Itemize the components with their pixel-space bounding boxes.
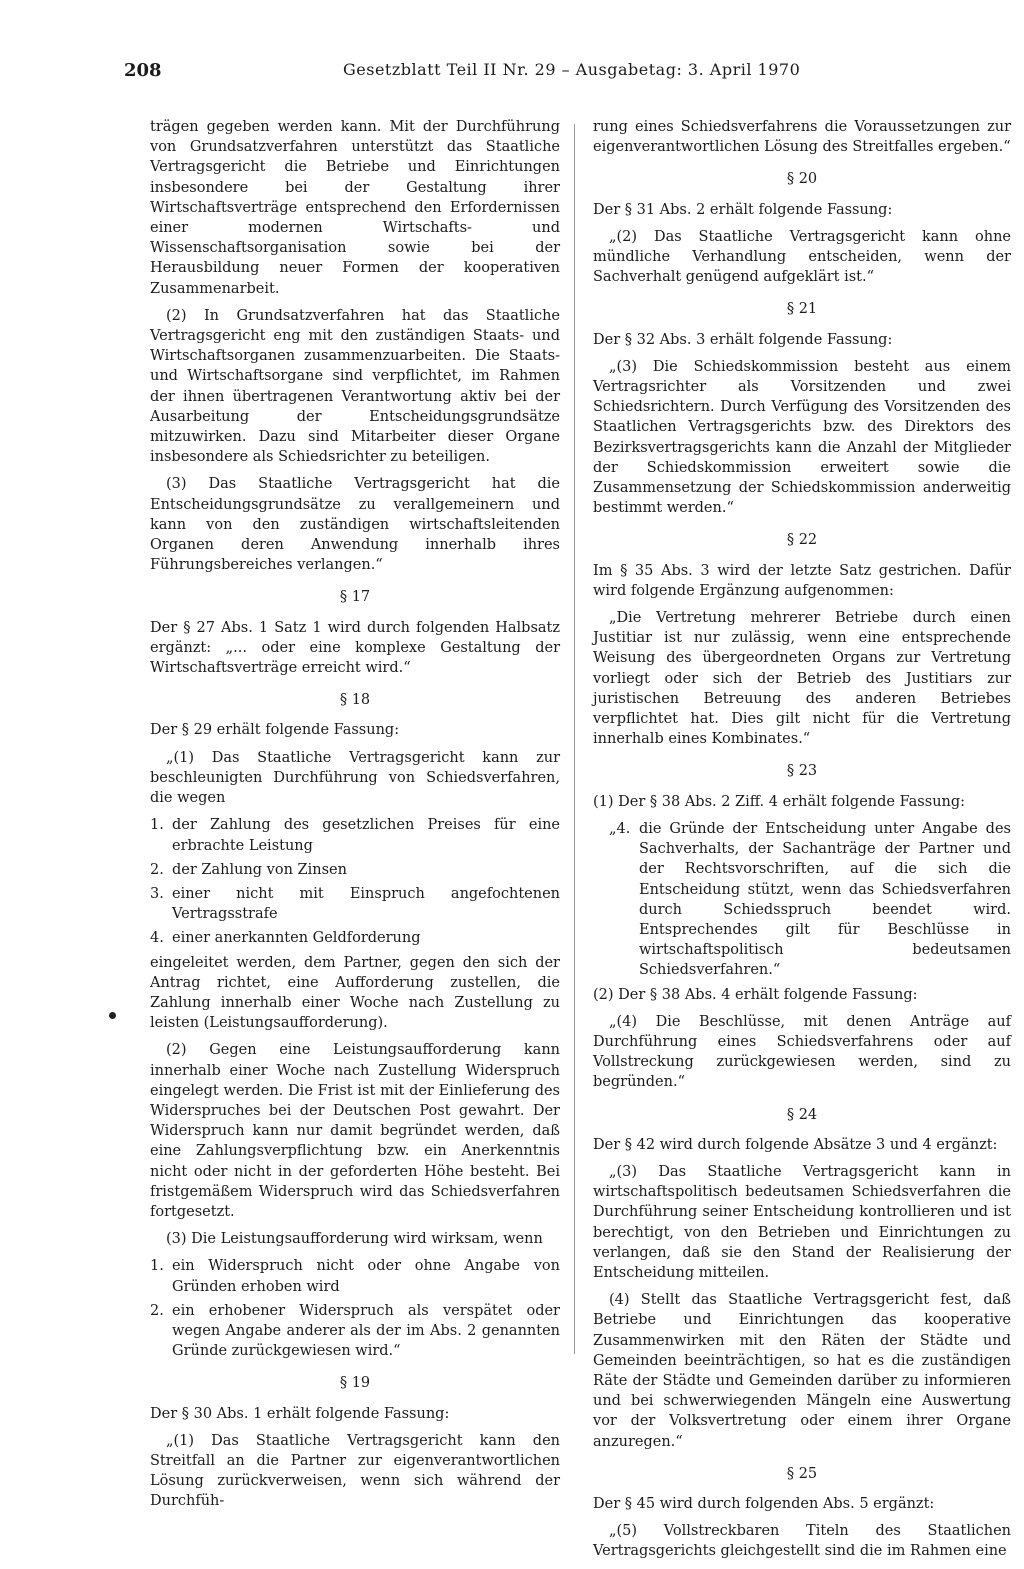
paragraph: Der § 27 Abs. 1 Satz 1 wird durch folgenden Halbsatz ergänzt: „... oder eine komplexe Gestaltung der Wirtschaftsverträge erreicht wird.“: [150, 619, 560, 677]
paragraph: (2) Der § 38 Abs. 4 erhält folgende Fassung:: [593, 986, 918, 1003]
item-text: ein Widerspruch nicht oder ohne Angabe von Gründen erhoben wird: [172, 1258, 560, 1295]
paragraph: Der § 31 Abs. 2 erhält folgende Fassung:: [593, 201, 893, 218]
quote-paragraph: „Die Vertretung mehrerer Betriebe durch einen Justitiar ist nur zulässig, wenn eine entsprechende Weisung des übergeordneten Organs zur Vertretung vorliegt oder sich der Betrieb des Justitiars zur juristischen Betreuung des anderen Betriebes verpflichtet hat. Dies gilt nicht für die Vertretung innerhalb eines Kombinates.“: [593, 610, 1011, 748]
paragraph: Der § 30 Abs. 1 erhält folgende Fassung:: [150, 1405, 450, 1422]
column-divider: [574, 124, 575, 1354]
page-header: [124, 60, 874, 88]
paragraph: Der § 29 erhält folgende Fassung:: [150, 722, 400, 739]
paragraph: Im § 35 Abs. 3 wird der letzte Satz gestrichen. Dafür wird folgende Ergänzung aufgenommen:: [593, 562, 1011, 599]
item-text: der Zahlung von Zinsen: [172, 861, 347, 878]
paragraph: rung eines Schiedsverfahrens die Voraussetzungen zur eigenverantwortlichen Lösung des Streitfalles ergeben.“: [593, 119, 1011, 156]
paragraph: (1) Der § 38 Abs. 2 Ziff. 4 erhält folgende Fassung:: [593, 793, 966, 810]
quote-paragraph: „(1) Das Staatliche Vertragsgericht kann zur beschleunigten Durchführung von Schiedsverfahren, die wegen: [150, 749, 560, 807]
left-column: [150, 117, 560, 1519]
page-number: 208: [124, 60, 162, 81]
section-heading-20: § 20: [786, 171, 818, 188]
item-number: 4.: [150, 930, 164, 947]
section-heading-23: § 23: [786, 763, 818, 780]
item-text: die Gründe der Entscheidung unter Angabe des Sachverhalts, der Sachanträge der Partner und der Rechtsvorschriften, auf die sich die Entscheidung stützt, wenn das Schiedsverfahren durch Schiedsspruch beendet wird. Entsprechendes gilt für Beschlüsse in wirtschaftspolitisch bedeutsamen Schiedsverfahren.“: [639, 820, 1011, 979]
paragraph: (3) Das Staatliche Vertragsgericht hat die Entscheidungsgrundsätze zu verallgemeinern und kann von den zuständigen wirtschaftsleitenden Organen deren Anwendung innerhalb ihres Führungsbereiches verlangen.“: [150, 476, 560, 574]
paragraph: eingeleitet werden, dem Partner, gegen den sich der Antrag richtet, eine Aufforderung zustellen, die Zahlung innerhalb einer Woche nach Zustellung zu leisten (Leistungsaufforderung).: [150, 954, 560, 1032]
section-heading-18: § 18: [339, 692, 371, 709]
item-number: 2.: [150, 1302, 164, 1319]
quote-paragraph: „(1) Das Staatliche Vertragsgericht kann den Streitfall an die Partner zur eigenverantwortlichen Lösung zurückverweisen, wenn sich während der Durchfüh-: [150, 1432, 560, 1510]
list-item: [150, 884, 560, 924]
item-text: einer anerkannten Geldforderung: [172, 930, 421, 947]
item-number: 2.: [150, 861, 164, 878]
item-number: „4.: [609, 820, 631, 837]
list-item: [150, 860, 560, 880]
quote-paragraph: „(2) Das Staatliche Vertragsgericht kann ohne mündliche Verhandlung entscheiden, wenn der Sachverhalt genügend aufgeklärt ist.“: [593, 228, 1011, 286]
paragraph: Der § 42 wird durch folgende Absätze 3 und 4 ergänzt:: [593, 1136, 998, 1153]
paragraph: (2) Gegen eine Leistungsaufforderung kann innerhalb einer Woche nach Zustellung Widerspruch eingelegt werden. Die Frist ist mit der Einlieferung des Widerspruches bei der Deutschen Post gewahrt. Der Widerspruch kann nur damit begründet werden, daß eine Zahlungsverpflichtung bzw. ein Anerkenntnis nicht oder nicht in der geforderten Höhe besteht. Bei fristgemäßem Widerspruch wird das Schiedsverfahren fortgesetzt.: [150, 1042, 560, 1220]
item-text: der Zahlung des gesetzlichen Preises für eine erbrachte Leistung: [172, 817, 560, 854]
list-item: [150, 1301, 560, 1362]
item-number: 1.: [150, 817, 164, 834]
item-number: 3.: [150, 885, 164, 902]
section-heading-17: § 17: [339, 589, 371, 606]
item-number: 1.: [150, 1258, 164, 1275]
paragraph: (2) In Grundsatzverfahren hat das Staatliche Vertragsgericht eng mit den zuständigen Staats- und Wirtschaftsorganen zusammenzuarbeiten. Die Staats- und Wirtschaftsorgane sind verpflichtet, im Rahmen der ihnen übertragenen Verantwortung aktiv bei der Ausarbeitung der Entscheidungsgrundsätze mitzuwirken. Dazu sind Mitarbeiter dieser Organe insbesondere als Schiedsrichter zu beteiligen.: [150, 307, 560, 466]
paragraph: (3) Die Leistungsaufforderung wird wirksam, wenn: [166, 1231, 543, 1248]
item-text: einer nicht mit Einspruch angefochtenen Vertragsstrafe: [172, 885, 560, 923]
paragraph: trägen gegeben werden kann. Mit der Durchführung von Grundsatzverfahren unterstützt das Staatliche Vertragsgericht die Betriebe und Einrichtungen insbesondere bei der Gestaltung ihrer Wirtschaftsverträge entsprechend den Erfordernissen einer modernen Wirtschafts- und Wissenschaftsorganisation sowie bei der Herausbildung neuer Formen der kooperativen Zusammenarbeit.: [150, 119, 560, 297]
list-item: [150, 1256, 560, 1296]
list-item: [150, 815, 560, 855]
section-heading-24: § 24: [786, 1106, 818, 1123]
item-text: ein erhobener Widerspruch als verspätet oder wegen Angabe anderer als der im Abs. 2 genannten Gründe zurückgewiesen wird.“: [172, 1302, 560, 1360]
quote-paragraph: „(3) Das Staatliche Vertragsgericht kann in wirtschaftspolitisch bedeutsamen Schiedsverfahren die Durchführung seiner Entscheidung kontrollieren und ist berechtigt, von den Betrieben und Einrichtungen zu verlangen, daß sie den Stand der Realisierung der Entscheidung mitteilen.: [593, 1163, 1011, 1281]
quote-paragraph: (4) Stellt das Staatliche Vertragsgericht fest, daß Betriebe und Einrichtungen das kooperative Zusammenwirken mit den Räten der Städte und Gemeinden beeinträchtigen, so hat es die zuständigen Räte der Städte und Gemeinden darüber zu informieren und bei schwerwiegenden Mängeln eine Auswertung vor der Volksvertretung oder einem ihrer Organe anzuregen.“: [593, 1292, 1011, 1450]
section-heading-25: § 25: [786, 1465, 818, 1482]
margin-mark: [109, 1012, 116, 1019]
paragraph: Der § 32 Abs. 3 erhält folgende Fassung:: [593, 331, 893, 348]
list-item: [150, 928, 560, 948]
quote-paragraph: „(4) Die Beschlüsse, mit denen Anträge auf Durchführung eines Schiedsverfahrens oder auf Vollstreckung zurückgewiesen werden, sind zu begründen.“: [593, 1013, 1011, 1091]
gazette-title: Gesetzblatt Teil II Nr. 29 – Ausgabetag: 3. April 1970: [343, 60, 801, 79]
list-item: [609, 819, 1011, 981]
section-heading-22: § 22: [786, 532, 818, 549]
quote-paragraph: „(3) Die Schiedskommission besteht aus einem Vertragsrichter als Vorsitzenden und zwei Schiedsrichtern. Durch Verfügung des Vorsitzenden des Staatlichen Vertragsgerichts bzw. des Direktors des Bezirksvertragsgerichts kann die Anzahl der Mitglieder der Schiedskommission erweitert sowie die Zusammensetzung der Schiedskommission anderweitig bestimmt werden.“: [593, 358, 1011, 517]
quote-paragraph: „(5) Vollstreckbaren Titeln des Staatlichen Vertragsgerichts gleichgestellt sind die im Rahmen eine: [593, 1523, 1011, 1560]
section-heading-19: § 19: [339, 1375, 371, 1392]
section-heading-21: § 21: [786, 301, 818, 318]
right-column: [593, 117, 1011, 1569]
paragraph: Der § 45 wird durch folgenden Abs. 5 ergänzt:: [593, 1495, 935, 1512]
